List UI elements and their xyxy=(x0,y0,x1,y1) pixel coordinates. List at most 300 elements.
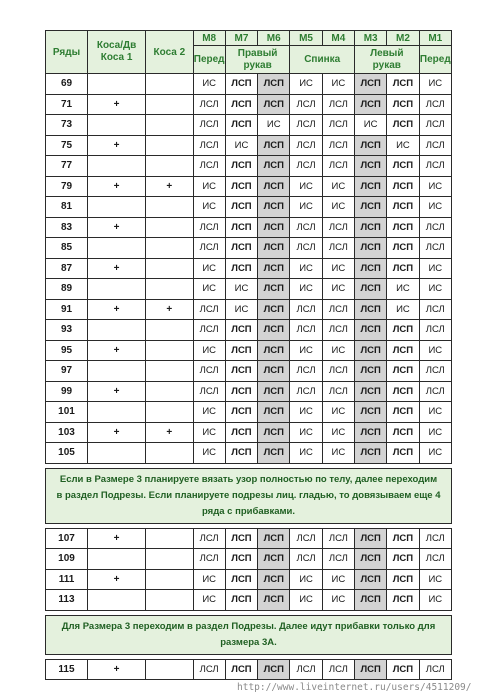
row-number: 87 xyxy=(46,258,88,279)
stitch-cell: ЛСП xyxy=(387,217,419,238)
kosa2-mark: + xyxy=(146,176,193,197)
pattern-table xyxy=(45,30,452,680)
row-number: 69 xyxy=(46,74,88,95)
table-row xyxy=(46,361,452,382)
stitch-cell: ЛСЛ xyxy=(322,549,354,570)
stitch-cell: ЛСП xyxy=(387,320,419,341)
stitch-cell: ЛСЛ xyxy=(193,115,225,136)
rows-block-c xyxy=(46,659,452,680)
stitch-cell: ИС xyxy=(322,279,354,300)
stitch-cell: ИС xyxy=(322,340,354,361)
stitch-cell: ЛСЛ xyxy=(419,381,451,402)
stitch-cell: ЛСП xyxy=(387,549,419,570)
stitch-cell: ЛСП xyxy=(355,156,387,177)
kosa1-mark: + xyxy=(88,528,146,549)
stitch-cell: ЛСП xyxy=(225,443,257,464)
stitch-cell: ЛСП xyxy=(355,176,387,197)
stitch-cell: ИС xyxy=(419,176,451,197)
stitch-cell: ЛСП xyxy=(225,74,257,95)
header-marker: M2 xyxy=(387,31,419,46)
knitting-pattern-sheet xyxy=(45,30,452,680)
stitch-cell: ИС xyxy=(322,569,354,590)
stitch-cell: ЛСЛ xyxy=(322,238,354,259)
note-block-1 xyxy=(46,463,452,528)
kosa1-mark xyxy=(88,115,146,136)
table-row xyxy=(46,422,452,443)
stitch-cell: ИС xyxy=(193,422,225,443)
stitch-cell: ИС xyxy=(419,569,451,590)
stitch-cell: ИС xyxy=(419,443,451,464)
row-number: 81 xyxy=(46,197,88,218)
stitch-cell: ИС xyxy=(258,115,290,136)
header-marker: M4 xyxy=(322,31,354,46)
stitch-cell: ЛСЛ xyxy=(419,94,451,115)
stitch-cell: ЛСП xyxy=(387,659,419,680)
table-row xyxy=(46,156,452,177)
stitch-cell: ЛСЛ xyxy=(419,528,451,549)
stitch-cell: ЛСП xyxy=(387,402,419,423)
stitch-cell: ЛСП xyxy=(258,238,290,259)
table-row xyxy=(46,74,452,95)
table-row xyxy=(46,238,452,259)
row-number: 113 xyxy=(46,590,88,611)
rows-block-b xyxy=(46,528,452,610)
stitch-cell: ИС xyxy=(193,258,225,279)
stitch-cell: ЛСЛ xyxy=(419,549,451,570)
header-marker: M5 xyxy=(290,31,322,46)
stitch-cell: ЛСП xyxy=(225,402,257,423)
stitch-cell: ЛСП xyxy=(387,94,419,115)
row-number: 77 xyxy=(46,156,88,177)
kosa2-mark: + xyxy=(146,299,193,320)
table-row xyxy=(46,217,452,238)
kosa2-mark: + xyxy=(146,422,193,443)
stitch-cell: ЛСП xyxy=(387,197,419,218)
stitch-cell: ЛСП xyxy=(258,320,290,341)
stitch-cell: ЛСП xyxy=(258,590,290,611)
kosa2-mark xyxy=(146,74,193,95)
kosa2-mark xyxy=(146,217,193,238)
stitch-cell: ЛСП xyxy=(387,340,419,361)
stitch-cell: ИС xyxy=(419,197,451,218)
stitch-cell: ИС xyxy=(322,258,354,279)
stitch-cell: ЛСП xyxy=(258,217,290,238)
stitch-cell: ЛСП xyxy=(258,443,290,464)
stitch-cell: ИС xyxy=(225,299,257,320)
stitch-cell: ЛСЛ xyxy=(290,135,322,156)
kosa2-mark xyxy=(146,402,193,423)
stitch-cell: ИС xyxy=(419,340,451,361)
stitch-cell: ЛСП xyxy=(225,422,257,443)
table-row xyxy=(46,94,452,115)
stitch-cell: ЛСП xyxy=(355,74,387,95)
table-row xyxy=(46,549,452,570)
stitch-cell: ЛСЛ xyxy=(193,320,225,341)
stitch-cell: ЛСП xyxy=(258,94,290,115)
table-row xyxy=(46,402,452,423)
kosa1-mark: + xyxy=(88,299,146,320)
kosa2-mark xyxy=(146,569,193,590)
header-marker: M7 xyxy=(225,31,257,46)
stitch-cell: ИС xyxy=(193,590,225,611)
stitch-cell: ЛСП xyxy=(225,197,257,218)
kosa2-mark xyxy=(146,549,193,570)
stitch-cell: ЛСЛ xyxy=(193,135,225,156)
kosa1-mark: + xyxy=(88,422,146,443)
kosa1-mark xyxy=(88,402,146,423)
kosa2-mark xyxy=(146,279,193,300)
stitch-cell: ЛСЛ xyxy=(193,238,225,259)
stitch-cell: ЛСЛ xyxy=(290,115,322,136)
row-number: 85 xyxy=(46,238,88,259)
table-row xyxy=(46,135,452,156)
table-row xyxy=(46,443,452,464)
stitch-cell: ЛСЛ xyxy=(322,381,354,402)
stitch-cell: ИС xyxy=(322,74,354,95)
stitch-cell: ЛСП xyxy=(258,402,290,423)
table-row xyxy=(46,320,452,341)
stitch-cell: ЛСП xyxy=(387,590,419,611)
stitch-cell: ЛСП xyxy=(225,320,257,341)
stitch-cell: ЛСП xyxy=(225,381,257,402)
kosa2-mark xyxy=(146,443,193,464)
table-row xyxy=(46,569,452,590)
stitch-cell: ЛСЛ xyxy=(419,361,451,382)
note-2: Для Размера 3 переходим в раздел Подрезы. Далее идут прибавки только для размера 3А. xyxy=(46,615,452,654)
header-section: Перед xyxy=(419,46,451,74)
stitch-cell: ИС xyxy=(290,340,322,361)
stitch-cell: ЛСЛ xyxy=(193,528,225,549)
row-number: 107 xyxy=(46,528,88,549)
stitch-cell: ЛСЛ xyxy=(419,135,451,156)
stitch-cell: ЛСЛ xyxy=(290,156,322,177)
stitch-cell: ИС xyxy=(419,74,451,95)
row-number: 79 xyxy=(46,176,88,197)
kosa2-mark xyxy=(146,258,193,279)
row-number: 93 xyxy=(46,320,88,341)
stitch-cell: ЛСЛ xyxy=(193,217,225,238)
kosa1-mark: + xyxy=(88,569,146,590)
stitch-cell: ЛСЛ xyxy=(290,217,322,238)
kosa1-mark: + xyxy=(88,659,146,680)
stitch-cell: ЛСП xyxy=(258,340,290,361)
kosa2-mark xyxy=(146,94,193,115)
stitch-cell: ЛСЛ xyxy=(322,135,354,156)
kosa1-mark xyxy=(88,279,146,300)
stitch-cell: ЛСП xyxy=(355,590,387,611)
stitch-cell: ЛСП xyxy=(258,422,290,443)
stitch-cell: ЛСЛ xyxy=(419,217,451,238)
stitch-cell: ЛСП xyxy=(355,238,387,259)
stitch-cell: ИС xyxy=(225,135,257,156)
stitch-cell: ИС xyxy=(193,340,225,361)
table-row xyxy=(46,258,452,279)
kosa1-mark xyxy=(88,197,146,218)
table-row xyxy=(46,340,452,361)
stitch-cell: ЛСП xyxy=(225,528,257,549)
stitch-cell: ЛСЛ xyxy=(419,115,451,136)
stitch-cell: ЛСЛ xyxy=(290,320,322,341)
table-row xyxy=(46,197,452,218)
stitch-cell: ЛСП xyxy=(355,299,387,320)
stitch-cell: ЛСП xyxy=(355,94,387,115)
stitch-cell: ЛСП xyxy=(387,258,419,279)
stitch-cell: ЛСЛ xyxy=(419,299,451,320)
header-section: Левый рукав xyxy=(355,46,420,74)
kosa2-mark xyxy=(146,590,193,611)
stitch-cell: ИС xyxy=(322,197,354,218)
stitch-cell: ЛСП xyxy=(355,258,387,279)
stitch-cell: ЛСЛ xyxy=(290,549,322,570)
stitch-cell: ЛСП xyxy=(355,402,387,423)
stitch-cell: ЛСЛ xyxy=(322,115,354,136)
stitch-cell: ЛСП xyxy=(225,569,257,590)
row-number: 91 xyxy=(46,299,88,320)
kosa1-mark: + xyxy=(88,217,146,238)
stitch-cell: ЛСП xyxy=(258,197,290,218)
kosa2-mark xyxy=(146,361,193,382)
header-marker: M3 xyxy=(355,31,387,46)
stitch-cell: ЛСЛ xyxy=(419,156,451,177)
row-number: 103 xyxy=(46,422,88,443)
stitch-cell: ИС xyxy=(419,422,451,443)
row-number: 71 xyxy=(46,94,88,115)
kosa2-mark xyxy=(146,115,193,136)
kosa1-mark xyxy=(88,549,146,570)
stitch-cell: ЛСП xyxy=(355,361,387,382)
stitch-cell: ИС xyxy=(290,74,322,95)
header-marker: M8 xyxy=(193,31,225,46)
header-section: Спинка xyxy=(290,46,355,74)
stitch-cell: ИС xyxy=(322,590,354,611)
stitch-cell: ЛСЛ xyxy=(322,156,354,177)
table-row xyxy=(46,659,452,680)
stitch-cell: ИС xyxy=(290,402,322,423)
rows-block-a xyxy=(46,74,452,464)
kosa1-mark: + xyxy=(88,176,146,197)
stitch-cell: ЛСЛ xyxy=(322,299,354,320)
stitch-cell: ЛСЛ xyxy=(419,238,451,259)
kosa1-mark xyxy=(88,443,146,464)
stitch-cell: ЛСП xyxy=(355,443,387,464)
note-1: Если в Размере 3 планируете вязать узор полностью по телу, далее переходим в раздел Подрезы. Если планируете подрезы лиц. гладью, то довязываем еще 4 ряда с прибавками. xyxy=(46,468,452,523)
row-number: 83 xyxy=(46,217,88,238)
row-number: 75 xyxy=(46,135,88,156)
stitch-cell: ИС xyxy=(290,569,322,590)
stitch-cell: ИС xyxy=(290,279,322,300)
stitch-cell: ИС xyxy=(193,443,225,464)
stitch-cell: ЛСЛ xyxy=(322,320,354,341)
stitch-cell: ЛСП xyxy=(355,279,387,300)
header-marker: M6 xyxy=(258,31,290,46)
stitch-cell: ИС xyxy=(419,279,451,300)
row-number: 99 xyxy=(46,381,88,402)
kosa1-mark xyxy=(88,590,146,611)
row-number: 95 xyxy=(46,340,88,361)
header-kosa2: Коса 2 xyxy=(146,31,193,74)
stitch-cell: ИС xyxy=(322,402,354,423)
stitch-cell: ЛСП xyxy=(258,528,290,549)
stitch-cell: ЛСЛ xyxy=(193,659,225,680)
kosa2-mark xyxy=(146,238,193,259)
kosa1-mark: + xyxy=(88,135,146,156)
stitch-cell: ЛСП xyxy=(355,528,387,549)
stitch-cell: ЛСП xyxy=(258,74,290,95)
kosa2-mark xyxy=(146,156,193,177)
stitch-cell: ЛСЛ xyxy=(419,659,451,680)
stitch-cell: ЛСЛ xyxy=(322,361,354,382)
row-number: 115 xyxy=(46,659,88,680)
row-number: 101 xyxy=(46,402,88,423)
stitch-cell: ИС xyxy=(322,176,354,197)
kosa2-mark xyxy=(146,320,193,341)
kosa2-mark xyxy=(146,659,193,680)
stitch-cell: ЛСЛ xyxy=(193,156,225,177)
kosa1-mark: + xyxy=(88,94,146,115)
stitch-cell: ЛСП xyxy=(225,590,257,611)
stitch-cell: ИС xyxy=(419,258,451,279)
stitch-cell: ЛСЛ xyxy=(322,94,354,115)
stitch-cell: ЛСЛ xyxy=(322,528,354,549)
stitch-cell: ЛСП xyxy=(387,176,419,197)
stitch-cell: ЛСП xyxy=(387,156,419,177)
stitch-cell: ИС xyxy=(193,197,225,218)
stitch-cell: ЛСП xyxy=(258,381,290,402)
stitch-cell: ЛСП xyxy=(387,361,419,382)
stitch-cell: ЛСЛ xyxy=(193,381,225,402)
kosa1-mark xyxy=(88,74,146,95)
stitch-cell: ИС xyxy=(419,402,451,423)
stitch-cell: ЛСП xyxy=(355,197,387,218)
stitch-cell: ИС xyxy=(290,422,322,443)
kosa2-mark xyxy=(146,340,193,361)
stitch-cell: ЛСЛ xyxy=(290,299,322,320)
stitch-cell: ЛСЛ xyxy=(290,528,322,549)
stitch-cell: ЛСП xyxy=(355,217,387,238)
stitch-cell: ЛСЛ xyxy=(290,381,322,402)
stitch-cell: ЛСП xyxy=(355,381,387,402)
stitch-cell: ЛСП xyxy=(387,74,419,95)
kosa1-mark: + xyxy=(88,340,146,361)
table-row xyxy=(46,381,452,402)
stitch-cell: ЛСЛ xyxy=(193,94,225,115)
stitch-cell: ИС xyxy=(322,443,354,464)
stitch-cell: ИС xyxy=(355,115,387,136)
stitch-cell: ЛСЛ xyxy=(290,361,322,382)
stitch-cell: ИС xyxy=(290,197,322,218)
stitch-cell: ИС xyxy=(387,279,419,300)
stitch-cell: ЛСП xyxy=(258,549,290,570)
stitch-cell: ЛСП xyxy=(225,258,257,279)
kosa2-mark xyxy=(146,528,193,549)
stitch-cell: ЛСП xyxy=(258,176,290,197)
stitch-cell: ЛСП xyxy=(355,340,387,361)
stitch-cell: ЛСП xyxy=(225,176,257,197)
stitch-cell: ЛСП xyxy=(258,659,290,680)
stitch-cell: ИС xyxy=(193,279,225,300)
stitch-cell: ЛСП xyxy=(225,115,257,136)
stitch-cell: ЛСЛ xyxy=(290,659,322,680)
stitch-cell: ЛСЛ xyxy=(322,217,354,238)
table-row xyxy=(46,590,452,611)
stitch-cell: ЛСП xyxy=(258,135,290,156)
stitch-cell: ЛСЛ xyxy=(290,238,322,259)
stitch-cell: ЛСП xyxy=(355,422,387,443)
stitch-cell: ЛСП xyxy=(387,381,419,402)
stitch-cell: ЛСП xyxy=(258,258,290,279)
stitch-cell: ЛСП xyxy=(387,115,419,136)
stitch-cell: ЛСП xyxy=(355,320,387,341)
kosa2-mark xyxy=(146,381,193,402)
kosa1-mark xyxy=(88,238,146,259)
row-number: 97 xyxy=(46,361,88,382)
stitch-cell: ИС xyxy=(193,74,225,95)
note-block-2 xyxy=(46,610,452,659)
header-kosa1: Коса/Дв Коса 1 xyxy=(88,31,146,74)
stitch-cell: ИС xyxy=(290,590,322,611)
kosa1-mark xyxy=(88,156,146,177)
stitch-cell: ИС xyxy=(193,176,225,197)
row-number: 89 xyxy=(46,279,88,300)
stitch-cell: ЛСП xyxy=(258,279,290,300)
kosa1-mark: + xyxy=(88,381,146,402)
row-number: 73 xyxy=(46,115,88,136)
watermark: http://www.liveinternet.ru/users/4511209/ xyxy=(237,682,472,693)
stitch-cell: ИС xyxy=(290,176,322,197)
row-number: 105 xyxy=(46,443,88,464)
stitch-cell: ЛСЛ xyxy=(193,361,225,382)
stitch-cell: ИС xyxy=(193,402,225,423)
stitch-cell: ЛСП xyxy=(258,361,290,382)
stitch-cell: ЛСП xyxy=(387,443,419,464)
stitch-cell: ИС xyxy=(193,569,225,590)
table-row xyxy=(46,115,452,136)
stitch-cell: ЛСП xyxy=(225,549,257,570)
stitch-cell: ЛСП xyxy=(225,659,257,680)
stitch-cell: ЛСЛ xyxy=(290,94,322,115)
stitch-cell: ИС xyxy=(290,258,322,279)
row-number: 109 xyxy=(46,549,88,570)
kosa1-mark xyxy=(88,320,146,341)
stitch-cell: ИС xyxy=(419,590,451,611)
table-row xyxy=(46,279,452,300)
stitch-cell: ЛСЛ xyxy=(419,320,451,341)
stitch-cell: ЛСП xyxy=(225,361,257,382)
stitch-cell: ЛСП xyxy=(387,422,419,443)
stitch-cell: ЛСЛ xyxy=(322,659,354,680)
stitch-cell: ЛСП xyxy=(355,659,387,680)
kosa2-mark xyxy=(146,135,193,156)
stitch-cell: ЛСЛ xyxy=(193,299,225,320)
stitch-cell: ЛСП xyxy=(355,135,387,156)
stitch-cell: ЛСП xyxy=(225,238,257,259)
table-row xyxy=(46,528,452,549)
stitch-cell: ЛСП xyxy=(225,94,257,115)
header-section: Правый рукав xyxy=(225,46,290,74)
table-row xyxy=(46,176,452,197)
stitch-cell: ЛСП xyxy=(225,217,257,238)
stitch-cell: ИС xyxy=(225,279,257,300)
stitch-cell: ЛСП xyxy=(387,528,419,549)
stitch-cell: ИС xyxy=(387,299,419,320)
stitch-cell: ЛСП xyxy=(258,299,290,320)
kosa1-mark: + xyxy=(88,258,146,279)
table-row xyxy=(46,299,452,320)
stitch-cell: ЛСЛ xyxy=(193,549,225,570)
stitch-cell: ЛСП xyxy=(225,340,257,361)
kosa1-mark xyxy=(88,361,146,382)
row-number: 111 xyxy=(46,569,88,590)
